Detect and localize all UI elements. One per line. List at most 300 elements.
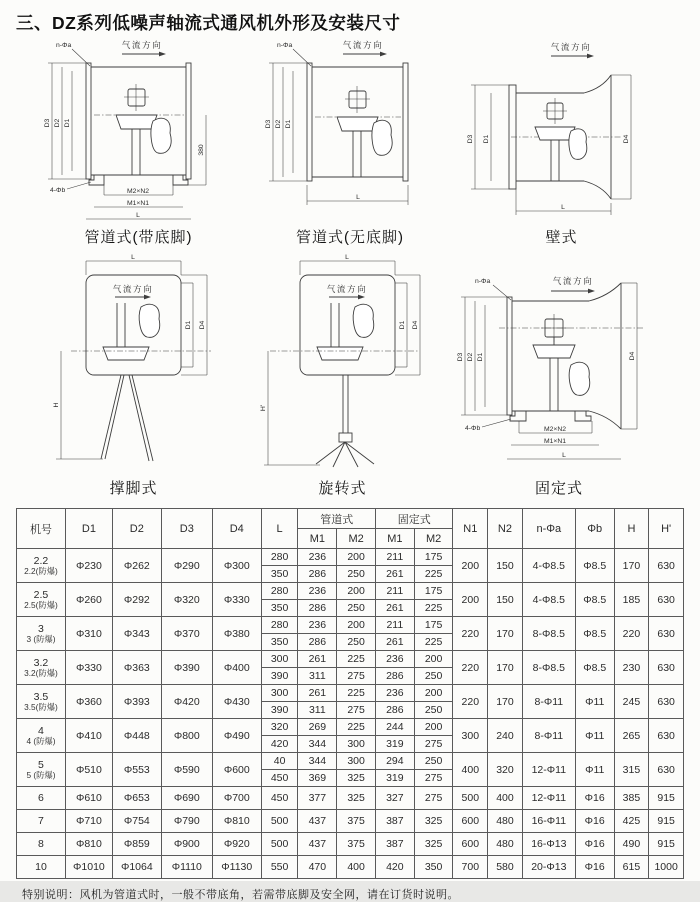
value-cell: Φ8.5 [575, 617, 614, 651]
value-cell: 250 [337, 566, 376, 583]
value-cell: 280 [261, 583, 298, 600]
dim-label-d3: D3 [44, 118, 51, 128]
value-cell: 500 [261, 810, 298, 833]
value-cell: 319 [375, 770, 414, 787]
table-row [17, 719, 684, 736]
airflow-label: 气流方向 [112, 284, 154, 294]
diameter-cell: Φ553 [112, 753, 161, 787]
value-cell: 437 [298, 810, 337, 833]
value-cell: 220 [453, 617, 488, 651]
diameter-cell: Φ920 [212, 833, 261, 856]
model-cell [17, 856, 66, 879]
caption-support-leg: 撑脚式 [109, 480, 158, 497]
value-cell: Φ8.5 [575, 549, 614, 583]
table-row [17, 685, 684, 702]
value-cell: 261 [375, 566, 414, 583]
dim-label-h-prime: H' [260, 404, 267, 412]
diameter-cell: Φ900 [161, 833, 212, 856]
value-cell: 170 [488, 617, 523, 651]
airflow-label: 气流方向 [326, 284, 368, 294]
model-cell [17, 651, 66, 685]
header-jihao: 机号 [17, 509, 66, 549]
model-number-explosionproof: 5 (防爆) [26, 769, 56, 780]
value-cell: 261 [298, 685, 337, 702]
model-cell [17, 583, 66, 617]
value-cell: 200 [414, 719, 453, 736]
airflow-label: 气流方向 [342, 40, 384, 50]
diameter-cell: Φ370 [161, 617, 212, 651]
diameter-cell: Φ710 [65, 810, 112, 833]
value-cell: 325 [337, 787, 376, 810]
value-cell: 350 [261, 566, 298, 583]
model-number-explosionproof: 2.2(防爆) [24, 565, 58, 576]
value-cell: 236 [375, 685, 414, 702]
dim-label-n-phi-a: n-Φa [277, 42, 293, 49]
value-cell: 220 [453, 651, 488, 685]
value-cell: 275 [414, 787, 453, 810]
model-cell [17, 787, 66, 810]
value-cell: 220 [453, 685, 488, 719]
model-number: 8 [38, 837, 44, 850]
value-cell: 150 [488, 583, 523, 617]
value-cell: 450 [261, 787, 298, 810]
value-cell: 300 [337, 736, 376, 753]
table-row [17, 753, 684, 770]
dim-label-d1: D1 [185, 320, 192, 330]
value-cell: 150 [488, 549, 523, 583]
value-cell: 311 [298, 702, 337, 719]
value-cell: 230 [614, 651, 649, 685]
value-cell: 225 [414, 566, 453, 583]
value-cell: 311 [298, 668, 337, 685]
value-cell: 261 [375, 634, 414, 651]
value-cell: 250 [414, 702, 453, 719]
dim-label-d4: D4 [623, 134, 630, 144]
model-cell [17, 617, 66, 651]
diameter-cell: Φ690 [161, 787, 212, 810]
model-number: 6 [38, 791, 44, 804]
table-row [17, 617, 684, 634]
table-row [17, 810, 684, 833]
header-l: L [261, 509, 298, 549]
header-guding-m1: M1 [375, 529, 414, 549]
rotating-drawing [250, 251, 435, 476]
value-cell: 437 [298, 833, 337, 856]
model-number: 4 [38, 724, 44, 737]
value-cell: 344 [298, 736, 337, 753]
value-cell: 225 [414, 634, 453, 651]
value-cell: 325 [414, 810, 453, 833]
diameter-cell: Φ448 [112, 719, 161, 753]
diameter-cell: Φ610 [65, 787, 112, 810]
diameter-cell: Φ230 [65, 549, 112, 583]
value-cell: 320 [488, 753, 523, 787]
value-cell: 375 [337, 810, 376, 833]
value-cell: 286 [298, 566, 337, 583]
model-number: 3.5 [33, 690, 49, 703]
value-cell: 275 [337, 668, 376, 685]
diameter-cell: Φ420 [161, 685, 212, 719]
header-guding-m2: M2 [414, 529, 453, 549]
value-cell: 200 [337, 583, 376, 600]
value-cell: 300 [337, 753, 376, 770]
diameter-cell: Φ300 [212, 549, 261, 583]
value-cell: 236 [375, 651, 414, 668]
caption-rotating: 旋转式 [318, 480, 367, 497]
value-cell: 261 [298, 651, 337, 668]
value-cell: 286 [375, 702, 414, 719]
header-d4: D4 [212, 509, 261, 549]
dim-label-d3: D3 [457, 352, 464, 362]
table-header [17, 509, 684, 549]
diameter-cell: Φ810 [212, 810, 261, 833]
dim-label-m2n2: M2×N2 [126, 188, 150, 195]
value-cell: 286 [298, 600, 337, 617]
value-cell: Φ11 [575, 685, 614, 719]
value-cell: 236 [298, 617, 337, 634]
value-cell: 200 [453, 549, 488, 583]
header-h-prime: H' [649, 509, 684, 549]
value-cell: 261 [375, 600, 414, 617]
table-row [17, 651, 684, 668]
dim-label-d4: D4 [199, 320, 206, 330]
header-d1: D1 [65, 509, 112, 549]
header-guandao: 管道式 [298, 509, 376, 529]
value-cell: 300 [453, 719, 488, 753]
value-cell: 170 [488, 651, 523, 685]
value-cell: 480 [488, 810, 523, 833]
model-cell [17, 810, 66, 833]
airflow-label: 气流方向 [121, 40, 163, 50]
value-cell: 500 [453, 787, 488, 810]
value-cell: 4-Φ8.5 [522, 583, 575, 617]
value-cell: 250 [337, 600, 376, 617]
diameter-cell: Φ859 [112, 833, 161, 856]
value-cell: 200 [414, 685, 453, 702]
dim-label-l: L [561, 204, 565, 211]
value-cell: 700 [453, 856, 488, 879]
diameter-cell: Φ330 [212, 583, 261, 617]
wall-type-drawing [459, 37, 664, 225]
value-cell: 211 [375, 549, 414, 566]
value-cell: 244 [375, 719, 414, 736]
value-cell: 250 [337, 634, 376, 651]
value-cell: 240 [488, 719, 523, 753]
model-number: 3 [38, 622, 44, 635]
dim-label-l: L [356, 194, 360, 201]
value-cell: 400 [488, 787, 523, 810]
diameter-cell: Φ262 [112, 549, 161, 583]
value-cell: 630 [649, 753, 684, 787]
value-cell: 500 [261, 833, 298, 856]
table-row [17, 787, 684, 810]
table-row [17, 583, 684, 600]
diameter-cell: Φ430 [212, 685, 261, 719]
diagram-support-leg [31, 251, 236, 502]
value-cell: Φ8.5 [575, 583, 614, 617]
diameter-cell: Φ410 [65, 719, 112, 753]
value-cell: Φ8.5 [575, 651, 614, 685]
diameter-cell: Φ1010 [65, 856, 112, 879]
value-cell: 16-Φ11 [522, 810, 575, 833]
model-number: 2.5 [33, 588, 49, 601]
value-cell: 425 [614, 810, 649, 833]
value-cell: 211 [375, 617, 414, 634]
model-cell [17, 549, 66, 583]
diameter-cell: Φ292 [112, 583, 161, 617]
value-cell: 175 [414, 583, 453, 600]
value-cell: 327 [375, 787, 414, 810]
value-cell: 615 [614, 856, 649, 879]
support-leg-drawing [31, 251, 236, 476]
value-cell: 225 [414, 600, 453, 617]
value-cell: 8-Φ8.5 [522, 617, 575, 651]
diagram-duct-with-feet [36, 37, 241, 251]
fixed-drawing [449, 271, 669, 476]
airflow-label: 气流方向 [552, 276, 594, 286]
value-cell: 16-Φ13 [522, 833, 575, 856]
value-cell: 275 [414, 770, 453, 787]
value-cell: 315 [614, 753, 649, 787]
dim-label-380: 380 [198, 144, 205, 156]
dim-label-d4: D4 [629, 351, 636, 361]
header-guandao-m2: M2 [337, 529, 376, 549]
model-cell [17, 833, 66, 856]
value-cell: 245 [614, 685, 649, 719]
diameter-cell: Φ800 [161, 719, 212, 753]
value-cell: 275 [414, 736, 453, 753]
model-number: 2.2 [33, 554, 49, 567]
diameter-cell: Φ790 [161, 810, 212, 833]
dim-label-l: L [131, 254, 135, 261]
value-cell: 211 [375, 583, 414, 600]
value-cell: 175 [414, 617, 453, 634]
diameter-cell: Φ390 [161, 651, 212, 685]
model-number-explosionproof: 3.2(防爆) [24, 667, 58, 678]
value-cell: 8-Φ11 [522, 719, 575, 753]
diagram-fixed [449, 271, 669, 502]
special-note: 特别说明：风机为管道式时，一般不带底角，若需带底脚及安全网，请在订货时说明。 [22, 889, 459, 901]
value-cell: Φ16 [575, 833, 614, 856]
dim-label-d1: D1 [285, 119, 292, 129]
value-cell: 12-Φ11 [522, 787, 575, 810]
value-cell: 225 [337, 651, 376, 668]
value-cell: 390 [261, 668, 298, 685]
value-cell: 20-Φ13 [522, 856, 575, 879]
value-cell: 40 [261, 753, 298, 770]
value-cell: 350 [414, 856, 453, 879]
value-cell: 490 [614, 833, 649, 856]
value-cell: 387 [375, 810, 414, 833]
dim-label-l: L [345, 254, 349, 261]
header-h: H [614, 509, 649, 549]
diagram-rotating [250, 251, 435, 502]
value-cell: 269 [298, 719, 337, 736]
value-cell: Φ16 [575, 787, 614, 810]
value-cell: 220 [614, 617, 649, 651]
caption-fixed: 固定式 [534, 480, 583, 497]
dim-label-m1n1: M1×N1 [126, 200, 150, 207]
dim-label-d3: D3 [265, 119, 272, 129]
model-number: 5 [38, 758, 44, 771]
dim-label-d1: D1 [483, 134, 490, 144]
table-row [17, 856, 684, 879]
value-cell: 280 [261, 617, 298, 634]
value-cell: 377 [298, 787, 337, 810]
value-cell: 630 [649, 685, 684, 719]
value-cell: 600 [453, 833, 488, 856]
diameter-cell: Φ380 [212, 617, 261, 651]
value-cell: 630 [649, 617, 684, 651]
dim-label-4-phi-b: 4-Φb [465, 425, 481, 432]
value-cell: 630 [649, 549, 684, 583]
duct-with-feet-drawing [36, 37, 241, 225]
diameter-cell: Φ653 [112, 787, 161, 810]
diameter-cell: Φ260 [65, 583, 112, 617]
value-cell: 250 [414, 668, 453, 685]
value-cell: 320 [261, 719, 298, 736]
dim-label-d1: D1 [64, 118, 71, 128]
diameter-cell: Φ310 [65, 617, 112, 651]
value-cell: 580 [488, 856, 523, 879]
value-cell: 170 [614, 549, 649, 583]
model-number: 7 [38, 814, 44, 827]
dim-label-l: L [136, 212, 140, 219]
diameter-cell: Φ1130 [212, 856, 261, 879]
model-number-explosionproof: 3.5(防爆) [24, 701, 58, 712]
value-cell: 236 [298, 549, 337, 566]
value-cell: 185 [614, 583, 649, 617]
value-cell: 344 [298, 753, 337, 770]
value-cell: Φ11 [575, 719, 614, 753]
model-number: 10 [35, 860, 47, 873]
value-cell: 387 [375, 833, 414, 856]
diameter-cell: Φ490 [212, 719, 261, 753]
value-cell: 375 [337, 833, 376, 856]
value-cell: 915 [649, 833, 684, 856]
value-cell: 200 [337, 617, 376, 634]
dim-label-m1n1: M1×N1 [543, 438, 567, 445]
value-cell: 294 [375, 753, 414, 770]
value-cell: 400 [337, 856, 376, 879]
value-cell: 265 [614, 719, 649, 753]
value-cell: 280 [261, 549, 298, 566]
diameter-cell: Φ400 [212, 651, 261, 685]
value-cell: 420 [261, 736, 298, 753]
diameter-cell: Φ290 [161, 549, 212, 583]
page-title: 三、DZ系列低噪声轴流式通风机外形及安装尺寸 [16, 13, 401, 33]
diameter-cell: Φ1064 [112, 856, 161, 879]
value-cell: 286 [375, 668, 414, 685]
value-cell: 325 [414, 833, 453, 856]
dim-label-d4: D4 [412, 320, 419, 330]
diameter-cell: Φ343 [112, 617, 161, 651]
header-guandao-m1: M1 [298, 529, 337, 549]
model-number-explosionproof: 3 (防爆) [26, 633, 56, 644]
value-cell: 225 [337, 719, 376, 736]
value-cell: Φ16 [575, 856, 614, 879]
dim-label-m2n2: M2×N2 [543, 426, 567, 433]
fan-table-body [17, 549, 684, 879]
value-cell: 470 [298, 856, 337, 879]
value-cell: 550 [261, 856, 298, 879]
header-n2: N2 [488, 509, 523, 549]
value-cell: 200 [453, 583, 488, 617]
diameter-cell: Φ700 [212, 787, 261, 810]
caption-wall-type: 壁式 [545, 229, 578, 246]
value-cell: 630 [649, 651, 684, 685]
header-phi-b: Φb [575, 509, 614, 549]
model-cell [17, 719, 66, 753]
value-cell: 12-Φ11 [522, 753, 575, 787]
value-cell: 8-Φ11 [522, 685, 575, 719]
value-cell: 350 [261, 634, 298, 651]
diameter-cell: Φ363 [112, 651, 161, 685]
value-cell: 325 [337, 770, 376, 787]
diameter-cell: Φ393 [112, 685, 161, 719]
value-cell: 200 [414, 651, 453, 668]
dim-label-h: H [53, 402, 60, 408]
value-cell: 630 [649, 583, 684, 617]
header-d3: D3 [161, 509, 212, 549]
header-n-phi-a: n-Φa [522, 509, 575, 549]
value-cell: 420 [375, 856, 414, 879]
value-cell: 400 [453, 753, 488, 787]
diameter-cell: Φ810 [65, 833, 112, 856]
value-cell: 480 [488, 833, 523, 856]
value-cell: 225 [337, 685, 376, 702]
dim-label-d2: D2 [54, 118, 61, 128]
value-cell: Φ11 [575, 753, 614, 787]
header-n1: N1 [453, 509, 488, 549]
caption-duct-no-feet: 管道式(无底脚) [296, 229, 404, 246]
caption-duct-with-feet: 管道式(带底脚) [84, 229, 193, 246]
value-cell: 369 [298, 770, 337, 787]
value-cell: 175 [414, 549, 453, 566]
value-cell: 319 [375, 736, 414, 753]
model-number: 3.2 [33, 656, 49, 669]
value-cell: 1000 [649, 856, 684, 879]
diagram-row-top [14, 37, 686, 251]
value-cell: 915 [649, 810, 684, 833]
dim-label-n-phi-a: n-Φa [56, 42, 72, 49]
airflow-label: 气流方向 [550, 42, 592, 52]
model-number-explosionproof: 4 (防爆) [26, 735, 56, 746]
value-cell: 170 [488, 685, 523, 719]
duct-no-feet-drawing [255, 37, 445, 225]
dim-label-4-phi-b: 4-Φb [50, 187, 66, 194]
value-cell: 8-Φ8.5 [522, 651, 575, 685]
value-cell: 236 [298, 583, 337, 600]
diameter-cell: Φ600 [212, 753, 261, 787]
model-cell [17, 753, 66, 787]
dim-label-d1: D1 [477, 352, 484, 362]
model-cell [17, 685, 66, 719]
dim-label-d2: D2 [275, 119, 282, 129]
diameter-cell: Φ1110 [161, 856, 212, 879]
dim-label-n-phi-a: n-Φa [475, 278, 491, 285]
value-cell: 600 [453, 810, 488, 833]
value-cell: 915 [649, 787, 684, 810]
value-cell: 200 [337, 549, 376, 566]
diameter-cell: Φ320 [161, 583, 212, 617]
value-cell: 390 [261, 702, 298, 719]
diameter-cell: Φ590 [161, 753, 212, 787]
header-d2: D2 [112, 509, 161, 549]
diagram-wall-type [459, 37, 664, 251]
dim-label-d2: D2 [467, 352, 474, 362]
value-cell: 350 [261, 600, 298, 617]
